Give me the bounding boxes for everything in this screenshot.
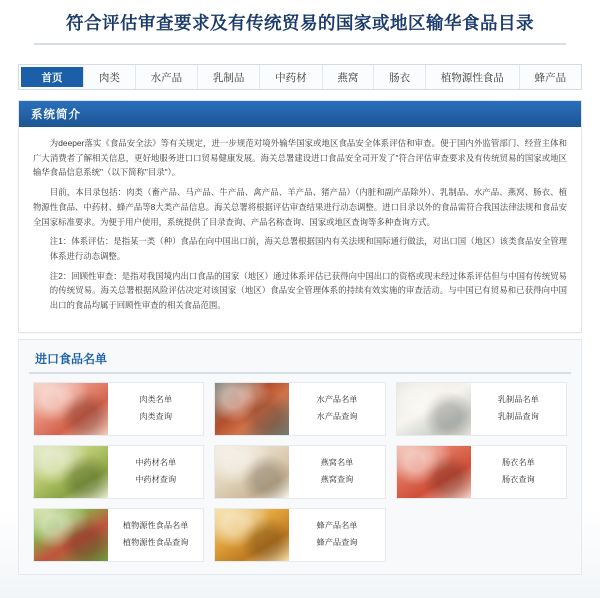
food-name-link[interactable]: 肠衣名单 (501, 458, 535, 468)
food-name-link[interactable]: 蜂产品名单 (316, 521, 358, 531)
nav-item-label: 蜂产品 (534, 71, 567, 84)
thumbnail-texture (34, 446, 108, 498)
food-name-link[interactable]: 中药材名单 (135, 458, 177, 468)
food-query-link[interactable]: 植物源性食品查询 (122, 537, 189, 547)
nav-item-5[interactable] (323, 65, 375, 89)
intro-paragraph-3: 注2：回顾性审查：是指对我国境内出口食品的国家（地区）通过体系评估已获得向中国出口的资格或现未经过体系评估但与中国有传统贸易的传统贸易。海关总署根据风险评估决定对该国家（地区）食品安全管理体系的持续有效实施的审查活动。与中国已有贸易和已获得向中国出口的食品均属于回顾性审查的相关食品范围。 (49, 270, 567, 311)
food-item-links (289, 383, 384, 435)
nav-item-2[interactable] (136, 65, 198, 89)
nav-item-label: 首页 (41, 71, 63, 84)
food-list-grid (29, 382, 571, 562)
dairy-thumbnail (397, 383, 471, 435)
footer-spacer (0, 575, 600, 585)
nav-item-label: 水产品 (150, 71, 183, 84)
food-list-item[interactable] (396, 382, 567, 436)
page-header (0, 0, 600, 55)
thumbnail-texture (215, 446, 289, 498)
food-item-links (108, 383, 203, 435)
food-list-title: 进口食品名单 (29, 348, 571, 374)
food-query-link[interactable]: 肉类查询 (139, 411, 173, 421)
thumbnail-texture (34, 509, 108, 561)
birdnest-thumbnail (215, 446, 289, 498)
food-item-links (471, 383, 566, 435)
nav-item-label: 肉类 (98, 71, 120, 84)
nav-item-label: 肠衣 (389, 71, 411, 84)
intro-paragraph-2: 注1：体系评估：是指某一类（种）食品在向中国出口前，海关总署根据国内有关法规和国际通行做法，对出口国（地区）该类食品安全管理体系进行动态调整。 (49, 236, 567, 261)
nav-item-1[interactable] (84, 65, 136, 89)
intro-card (18, 100, 582, 333)
intro-paragraph-0: 为deeper落实《食品安全法》等有关规定，进一步规范对境外输华国家或地区食品安全体系评估和审查。便于国内外监管部门、经营主体和广大消费者了解相关信息，更好地服务进口口贸易健康发展。海关总署建设进口食品安全司开发了"符合评估审查要求及有传统贸易的国家或地区输华食品信息系统"（以下简称"目录"）。 (33, 138, 567, 178)
food-query-link[interactable]: 肠衣查询 (501, 474, 535, 484)
food-list-item[interactable] (214, 508, 385, 562)
food-list-item[interactable] (214, 445, 385, 499)
bee-thumbnail (215, 509, 289, 561)
food-query-link[interactable]: 乳制品查询 (497, 411, 539, 421)
section-title-intro: 系统简介 (19, 101, 581, 127)
food-list-section (18, 339, 582, 575)
food-item-links (289, 509, 384, 561)
nav-item-7[interactable] (426, 65, 520, 89)
food-list-item[interactable] (214, 382, 385, 436)
nav-item-6[interactable] (374, 65, 426, 89)
title-divider (34, 43, 566, 45)
food-list-item[interactable] (396, 445, 567, 499)
nav-item-3[interactable] (198, 65, 260, 89)
aquatic-thumbnail (215, 383, 289, 435)
food-item-links (108, 446, 203, 498)
food-name-link[interactable]: 植物源性食品名单 (122, 521, 189, 531)
food-query-link[interactable]: 水产品查询 (316, 411, 358, 421)
nav-item-label: 中药材 (275, 71, 307, 84)
food-name-link[interactable]: 乳制品名单 (497, 395, 539, 405)
food-item-links (289, 446, 384, 498)
food-query-link[interactable]: 蜂产品查询 (316, 537, 358, 547)
intro-body (19, 127, 581, 322)
page-title: 符合评估审查要求及有传统贸易的国家或地区输华食品目录 (66, 14, 534, 34)
food-list-item[interactable] (33, 508, 204, 562)
food-query-link[interactable]: 燕窝查询 (320, 474, 354, 484)
plant-thumbnail (34, 509, 108, 561)
thumbnail-texture (397, 383, 471, 435)
casing-thumbnail (397, 446, 471, 498)
thumbnail-texture (34, 383, 108, 435)
intro-paragraph-1: 目前，本目录包括：肉类（畜产品、马产品、牛产品、禽产品、羊产品、猪产品）（内脏和副产品除外）、乳制品、水产品、燕窝、肠衣、植物源性食品、中药材、蜂产品等8大类产品信息。海关总署将根据评估审查结果进行动态调整。进口目录以外的食品需符合我国法律法规和食品安全国家标准要求。为便于用户使用，系统提供了目录查询、产品名称查询、国家或地区查询等多种查询方式。 (33, 187, 567, 227)
nav-item-label: 燕窝 (337, 71, 359, 84)
thumbnail-texture (215, 383, 289, 435)
food-list-item[interactable] (33, 382, 204, 436)
thumbnail-texture (215, 509, 289, 561)
nav-item-label: 乳制品 (212, 71, 245, 84)
food-name-link[interactable]: 燕窝名单 (320, 458, 354, 468)
herb-thumbnail (34, 446, 108, 498)
main-nav (18, 64, 582, 90)
food-item-links (471, 446, 566, 498)
nav-item-4[interactable] (260, 65, 322, 89)
food-name-link[interactable]: 肉类名单 (139, 395, 173, 405)
nav-item-label: 植物源性食品 (440, 71, 504, 84)
food-list-item[interactable] (33, 445, 204, 499)
food-item-links (108, 509, 203, 561)
food-query-link[interactable]: 中药材查询 (135, 474, 177, 484)
food-name-link[interactable]: 水产品名单 (316, 395, 358, 405)
thumbnail-texture (397, 446, 471, 498)
nav-item-8[interactable] (520, 65, 581, 89)
nav-item-0[interactable] (21, 67, 84, 87)
meat-thumbnail (34, 383, 108, 435)
